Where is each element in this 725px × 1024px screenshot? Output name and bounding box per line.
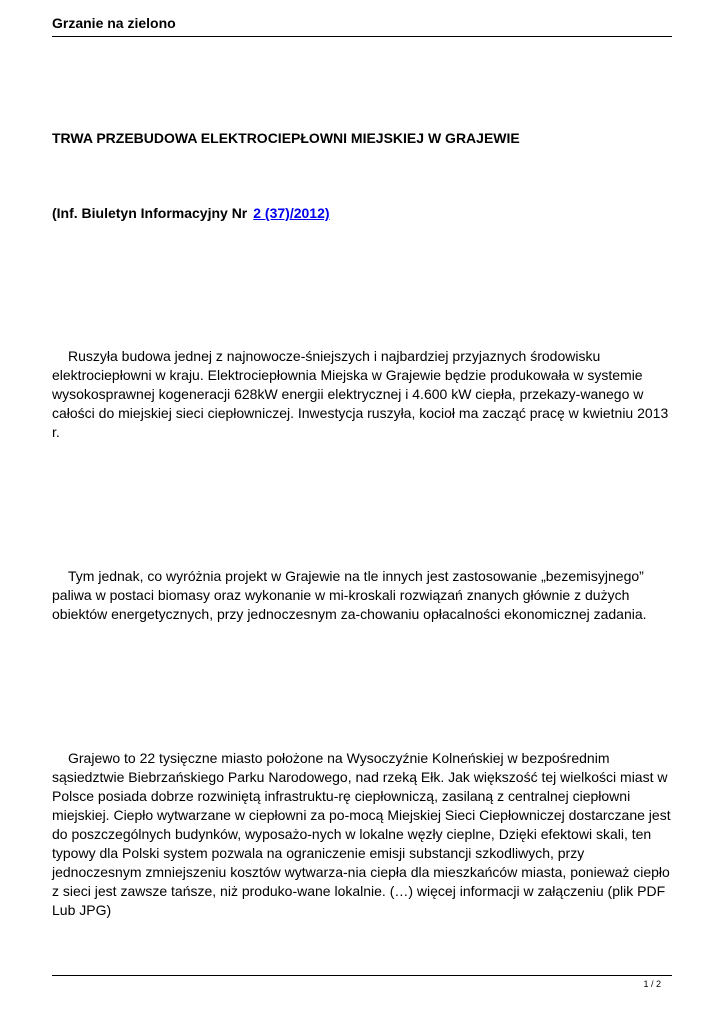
article-title: TRWA PRZEBUDOWA ELEKTROCIEPŁOWNI MIEJSKIEJ W GRAJEWIE	[52, 130, 520, 146]
paragraph-text: Grajewo to 22 tysięczne miasto położone na Wysoczyźnie Kolneńskiej w bezpośrednim sąsiedztwie Biebrzańskiego Parku Narodowego, nad rzeką Ełk. Jak większość tej wielkości miast w Polsce posiada dobrze rozwiniętą infrastruktu-rę ciepłowniczą, zasilaną z centralnej ciepłowni miejskiej. Ciepło wytwarzane w ciepłowni za po-mocą Miejskiej Sieci Ciepłowniczej dostarczane jest do poszczególnych budynków, wyposażo-nych w lokalne węzły cieplne, Dzięki efektowi skali, ten typowy dla Polski system pozwala na ograniczenie emisji substancji szkodliwych, przy jednoczesnym zmniejszeniu kosztów wytwarza-nia ciepła dla mieszkańców miasta, ponieważ ciepło z sieci jest zawsze tańsze, niż produko-wane lokalnie. (…) więcej informacji w załączeniu (plik PDF Lub JPG)	[52, 750, 671, 918]
header-title: Grzanie na zielono	[52, 15, 176, 31]
paragraph-text: Tym jednak, co wyróżnia projekt w Grajewie na tle innych jest zastosowanie „bezemisyjnego” paliwa w postaci biomasy oraz wykonanie w mi-kroskali rozwiązań znanych głównie z dużych obiektów energetycznych, przy jednoczesnym za-chowaniu opłacalności ekonomicznej zadania.	[52, 568, 647, 622]
article-paragraph-2	[52, 567, 674, 624]
header-divider	[52, 36, 672, 37]
article-paragraph-3	[52, 749, 674, 920]
paragraph-text: Ruszyła budowa jednej z najnowocze-śniejszych i najbardziej przyjaznych środowisku elektrociepłowni w kraju. Elektrociepłownia Miejska w Grajewie będzie produkowała w systemie wysokosprawnej kogeneracji 628kW energii elektrycznej i 4.600 kW ciepła, przekazy-wanego w całości do miejskiej sieci ciepłowniczej. Inwestycja ruszyła, kocioł ma zacząć pracę w kwietniu 2013 r.	[52, 348, 669, 440]
page-number: 1 / 2	[643, 979, 661, 989]
bulletin-link[interactable]: 2 (37)/2012)	[253, 205, 330, 221]
article-paragraph-1	[52, 347, 674, 442]
bulletin-prefix: (Inf. Biuletyn Informacyjny Nr	[52, 205, 248, 221]
footer-divider	[52, 975, 672, 976]
bulletin-reference	[52, 204, 330, 222]
